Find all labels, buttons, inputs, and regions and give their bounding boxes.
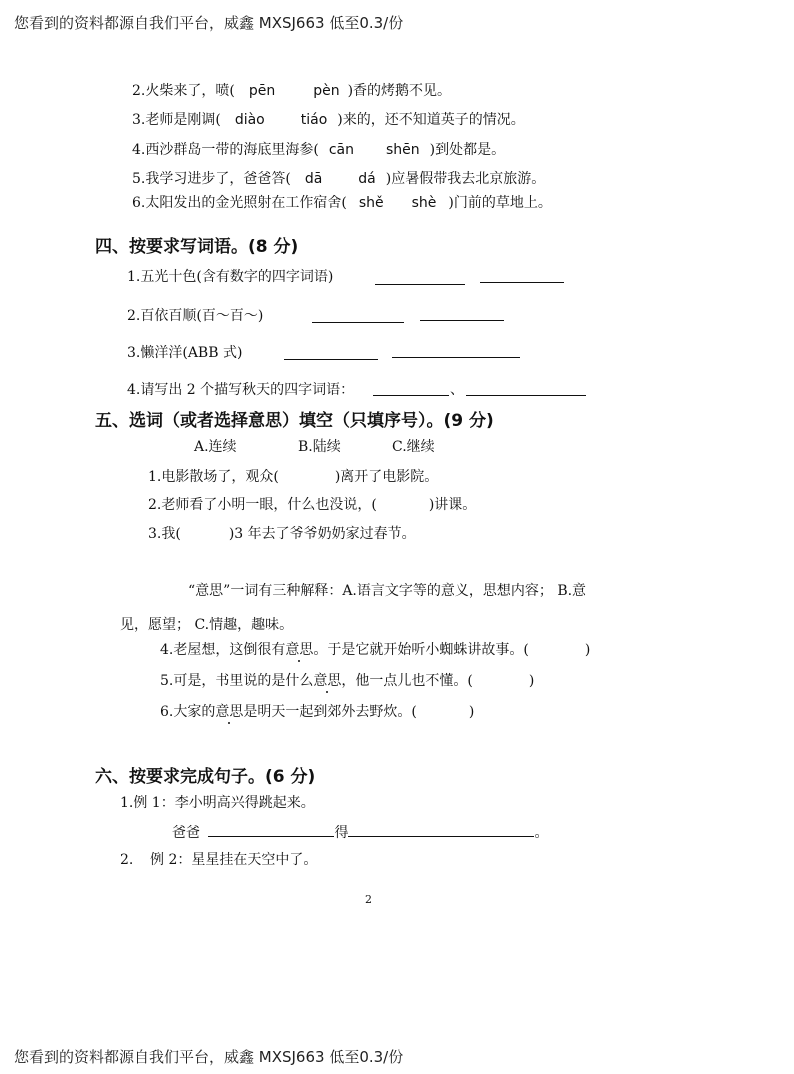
sec5-question-4: 4.老屋想，这倒很有意思。于是它就开始听小蜘蛛讲故事。( ) [160, 642, 591, 658]
option-a: A.连续 [194, 439, 237, 455]
sec5-question-6: 6.大家的意思是明天一起到郊外去野炊。( ) [160, 704, 475, 720]
answer-blank[interactable] [480, 268, 564, 287]
answer-blank[interactable] [375, 270, 465, 289]
answer-blank[interactable] [208, 822, 334, 837]
section-4-title: 四、按要求写词语。(8 分) [95, 237, 299, 257]
page-number: 2 [365, 893, 372, 906]
pinyin-question-2: 2.火柴来了，喷( pēn pèn )香的烤鹅不见。 [132, 83, 452, 99]
section-5-title: 五、选词（或者选择意思）填空（只填序号）。(9 分) [95, 411, 494, 431]
option-b: B.陆续 [298, 439, 341, 455]
answer-blank[interactable] [420, 306, 504, 325]
sec5-question-5: 5.可是，书里说的是什么意思，他一点儿也不懂。( ) [160, 673, 535, 689]
answer-blank[interactable] [348, 822, 534, 837]
watermark-bottom: 您看到的资料都源自我们平台，威鑫 MXSJ663 低至0.3/份 [14, 1048, 404, 1066]
sec5-question-2: 2.老师看了小明一眼，什么也没说，( )讲课。 [148, 497, 477, 513]
sentence-example-2: 例 2：星星挂在天空中了。 [150, 852, 318, 868]
pinyin-question-6: 6.太阳发出的金光照射在工作宿舍( shě shè )门前的草地上。 [132, 195, 552, 211]
pinyin-question-4: 4.西沙群岛一带的海底里海参( cān shēn )到处都是。 [132, 142, 506, 158]
pinyin-question-5: 5.我学习进步了，爸爸答( dā dá )应暑假带我去北京旅游。 [132, 171, 546, 187]
sec4-item-1: 1.五光十色(含有数字的四字词语) [127, 269, 334, 285]
separator-comma: 、 [450, 382, 464, 398]
sec4-item-3: 3.懒洋洋(ABB 式) [127, 345, 243, 361]
sentence-example-2-number: 2. [120, 852, 134, 868]
sec5-question-3: 3.我( )3 年去了爷爷奶奶家过春节。 [148, 526, 416, 542]
sentence-example-1: 1.例 1：李小明高兴得跳起来。 [120, 795, 315, 811]
answer-blank[interactable] [312, 308, 404, 327]
sec4-item-2: 2.百依百顺(百～百～) [127, 308, 264, 324]
pinyin-question-3: 3.老师是刚调( diào tiáo )来的，还不知道英子的情况。 [132, 112, 525, 128]
watermark-top: 您看到的资料都源自我们平台，威鑫 MXSJ663 低至0.3/份 [14, 14, 404, 32]
answer-blank[interactable] [284, 345, 378, 364]
section-6-title: 六、按要求完成句子。(6 分) [95, 767, 316, 787]
option-c: C.继续 [392, 439, 435, 455]
meaning-definition-line-1: “意思”一词有三种解释：A.语言文字等的意义，思想内容； B.意 [188, 583, 587, 599]
meaning-definition-line-2: 见，愿望； C.情趣，趣味。 [120, 617, 294, 633]
answer-blank[interactable] [466, 381, 586, 400]
answer-blank[interactable] [373, 381, 449, 400]
answer-blank[interactable] [392, 343, 520, 362]
sec4-item-4: 4.请写出 2 个描写秋天的四字词语： [127, 382, 355, 398]
sec5-question-1: 1.电影散场了，观众( )离开了电影院。 [148, 469, 439, 485]
sentence-answer-1: 爸爸 得 。 [172, 822, 548, 842]
